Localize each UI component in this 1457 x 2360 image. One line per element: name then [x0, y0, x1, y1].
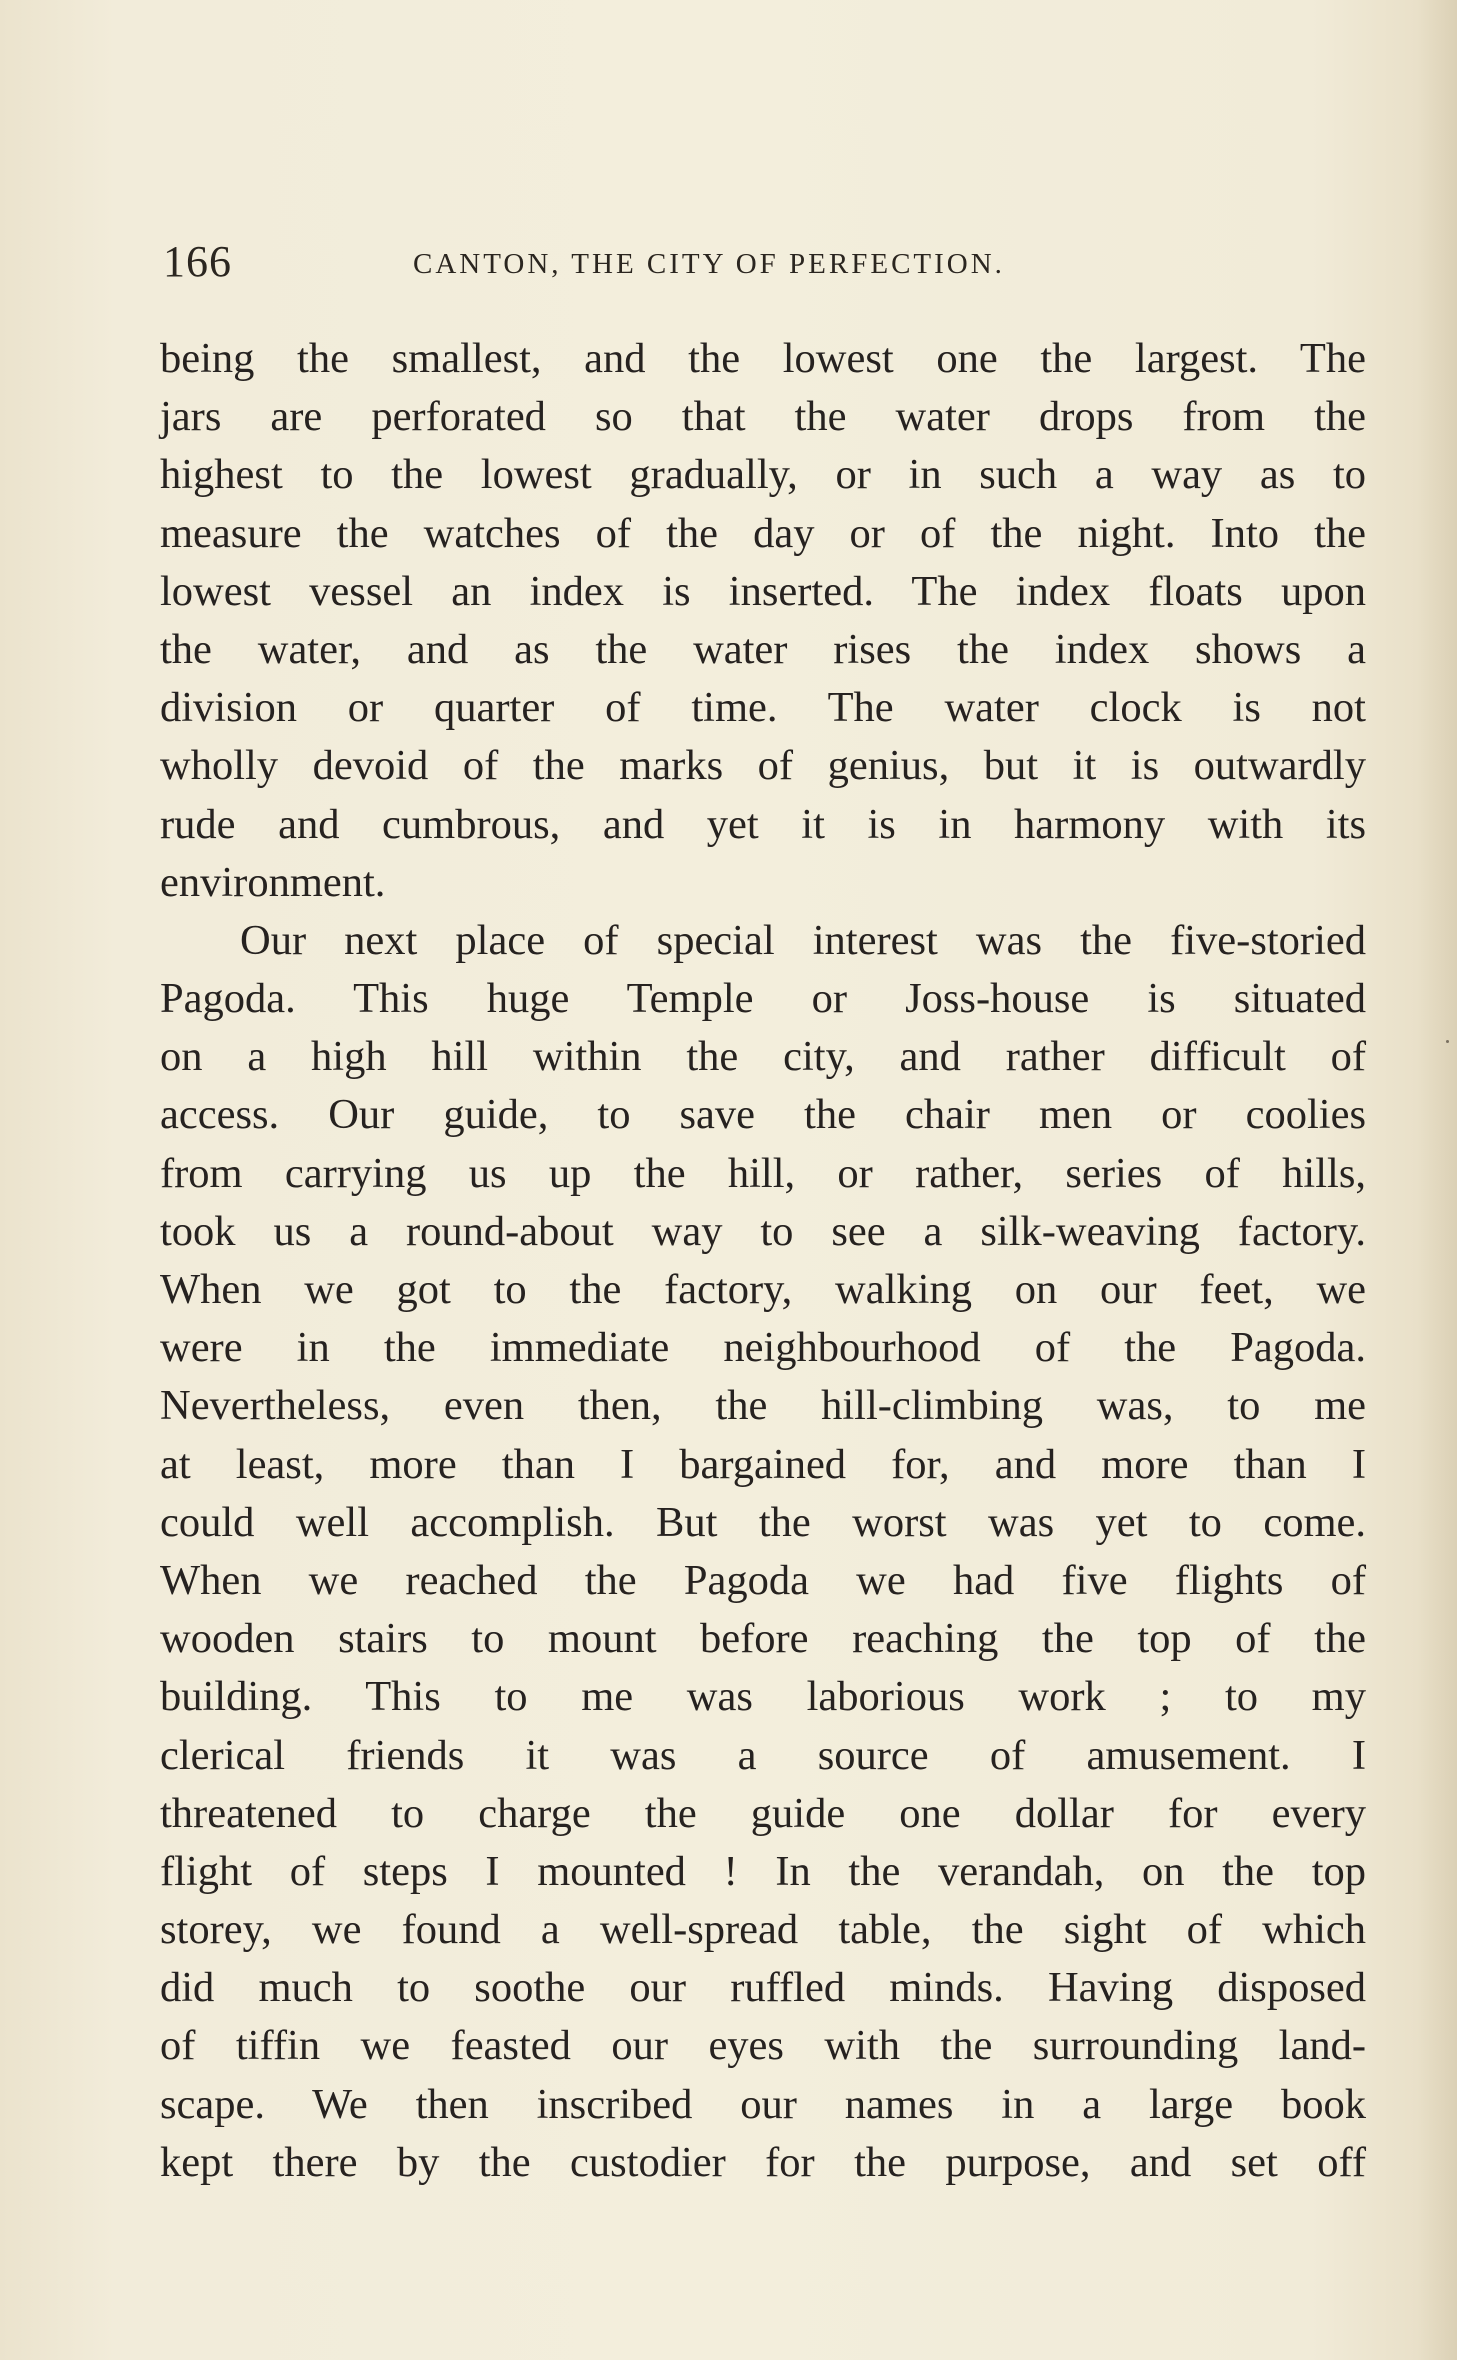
text-line: lowest vessel an index is inserted. The index floats upon [160, 567, 1366, 615]
text-line: kept there by the custodier for the purpose, and set off [160, 2138, 1366, 2186]
text-line: at least, more than I bargained for, and more than I [160, 1440, 1366, 1488]
text-line: wooden stairs to mount before reaching the top of the [160, 1615, 1366, 1663]
text-line: of tiffin we feasted our eyes with the surrounding land- [160, 2022, 1366, 2070]
text-line: division or quarter of time. The water clock is not [160, 684, 1366, 732]
text-line: rude and cumbrous, and yet it is in harmony with its [160, 800, 1366, 848]
paragraph-end-line: environment. [160, 858, 386, 906]
text-line: storey, we found a well-spread table, the sight of which [160, 1906, 1366, 1954]
text-line: flight of steps I mounted ! In the verandah, on the top [160, 1847, 1366, 1895]
text-line: highest to the lowest gradually, or in such a way as to [160, 451, 1366, 499]
running-title: CANTON, THE CITY OF PERFECTION. [413, 248, 1005, 280]
text-line: threatened to charge the guide one dollar for every [160, 1789, 1366, 1837]
text-line: took us a round-about way to see a silk-weaving factory. [160, 1207, 1366, 1255]
text-line: Pagoda. This huge Temple or Joss-house is situated [160, 975, 1366, 1023]
running-header [163, 236, 1363, 296]
text-line: wholly devoid of the marks of genius, but it is outwardly [160, 742, 1366, 790]
body-text [160, 330, 1366, 2192]
text-line: did much to soothe our ruffled minds. Having disposed [160, 1964, 1366, 2012]
paper-speck [1446, 1040, 1449, 1043]
text-line: Nevertheless, even then, the hill-climbing was, to me [160, 1382, 1366, 1430]
text-line: clerical friends it was a source of amusement. I [160, 1731, 1366, 1779]
text-line: access. Our guide, to save the chair men or coolies [160, 1091, 1366, 1139]
text-line: from carrying us up the hill, or rather, series of hills, [160, 1149, 1366, 1197]
text-line: being the smallest, and the lowest one the largest. The [160, 335, 1366, 382]
page-number: 166 [163, 237, 232, 286]
page-edge-shadow [1417, 0, 1457, 2360]
text-line: measure the watches of the day or of the night. Into the [160, 509, 1366, 557]
text-line: When we got to the factory, walking on our feet, we [160, 1266, 1366, 1313]
text-line: on a high hill within the city, and rather difficult of [160, 1033, 1366, 1081]
text-line: could well accomplish. But the worst was yet to come. [160, 1498, 1366, 1546]
text-line: were in the immediate neighbourhood of the Pagoda. [160, 1324, 1366, 1372]
text-line: the water, and as the water rises the index shows a [160, 625, 1366, 673]
paragraph-first-line: Our next place of special interest was the five-storied [240, 916, 1366, 964]
text-line: building. This to me was laborious work ; to my [160, 1673, 1366, 1721]
text-line: scape. We then inscribed our names in a large book [160, 2080, 1366, 2128]
text-line: When we reached the Pagoda we had five flights of [160, 1556, 1366, 1604]
text-line: jars are perforated so that the water drops from the [160, 393, 1366, 441]
